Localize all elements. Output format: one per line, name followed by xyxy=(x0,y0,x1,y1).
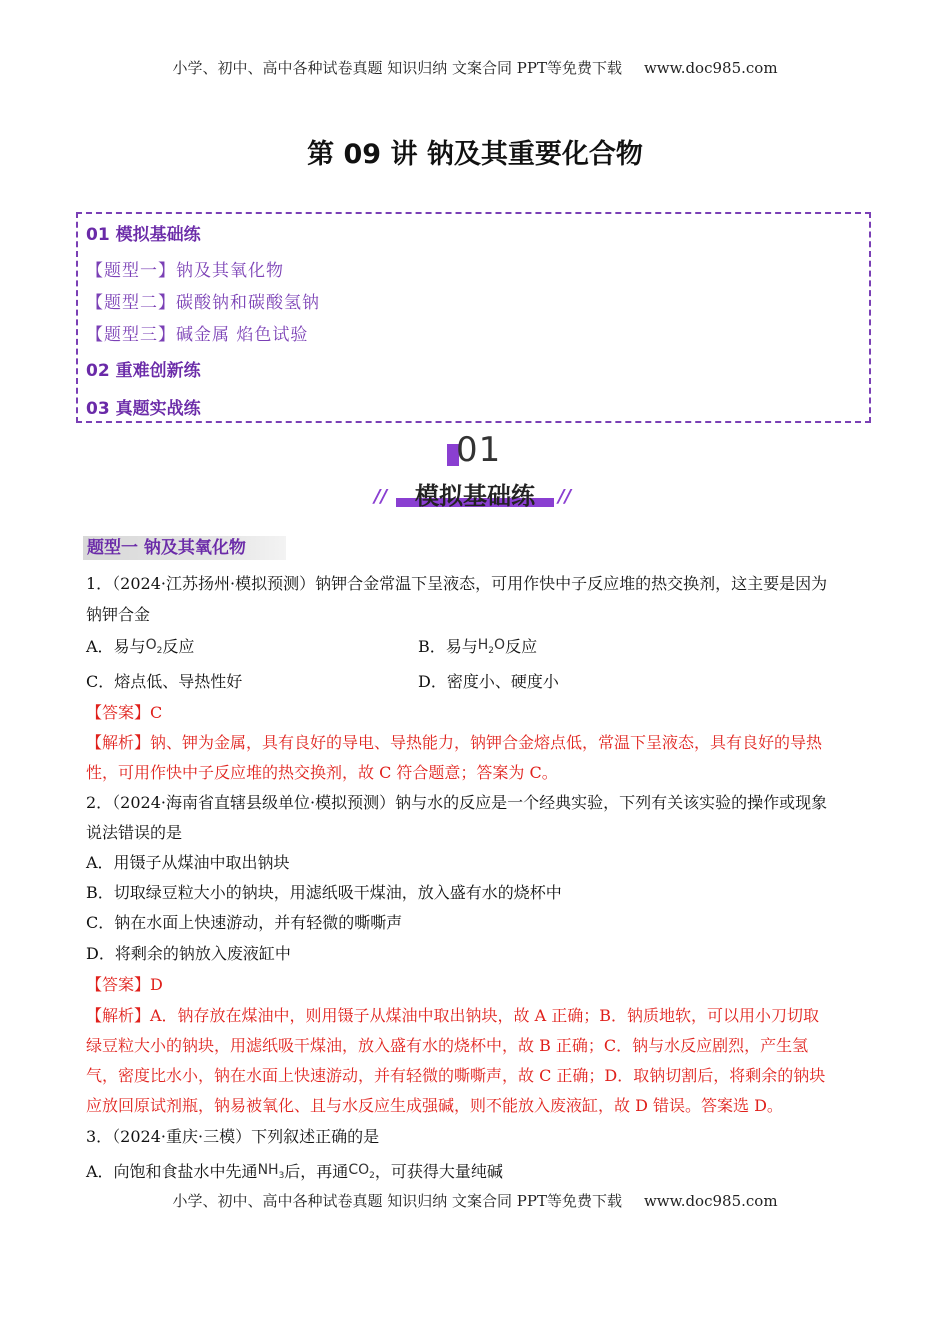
q1-option-b: B．易与$H_2O$反应 xyxy=(418,637,538,656)
page-header xyxy=(0,57,950,78)
toc-type-3[interactable]: 【题型三】碱金属 焰色试验 xyxy=(86,325,309,345)
banner-title: 模拟基础练 xyxy=(415,482,535,510)
q1-analysis-line2: 性，可用作快中子反应堆的热交换剂，故 C 符合题意；答案为 C。 xyxy=(86,763,558,782)
banner-number: 01 xyxy=(456,430,502,470)
q3-stem-line1: 3．（2024·重庆·三模）下列叙述正确的是 xyxy=(86,1127,380,1146)
q2-analysis-line2: 绿豆粒大小的钠块，用滤纸吸干煤油，放入盛有水的烧杯中，故 B 正确；C．钠与水反应剧烈，产生氢 xyxy=(86,1036,809,1055)
toc-type-2[interactable]: 【题型二】碳酸钠和碳酸氢钠 xyxy=(86,293,320,313)
q1-option-d: D．密度小、硬度小 xyxy=(418,672,559,691)
header-site-link[interactable]: www.doc985.com xyxy=(643,59,778,77)
q2-option-c: C．钠在水面上快速游动，并有轻微的嘶嘶声 xyxy=(86,913,403,932)
table-of-contents xyxy=(76,212,871,423)
toc-section-01[interactable]: 01 模拟基础练 xyxy=(86,225,201,245)
q2-answer: 【答案】D xyxy=(86,975,163,994)
q1-analysis-line1: 【解析】钠、钾为金属，具有良好的导电、导热能力，钠钾合金熔点低，常温下呈液态，具有良好的导热 xyxy=(86,733,823,752)
banner-slash-left: // xyxy=(374,486,388,507)
q1-stem-line1: 1．（2024·江苏扬州·模拟预测）钠钾合金常温下呈液态，可用作快中子反应堆的热交换剂，这主要是因为 xyxy=(86,574,828,593)
header-text: 小学、初中、高中各种试卷真题 知识归纳 文案合同 PPT等免费下载 xyxy=(172,59,622,77)
section-banner xyxy=(370,432,580,512)
footer-site-link[interactable]: www.doc985.com xyxy=(643,1192,778,1210)
q3-option-a: A．向饱和食盐水中先通$NH_3$后，再通$CO_2$，可获得大量纯碱 xyxy=(86,1162,503,1181)
q1-answer: 【答案】C xyxy=(86,703,163,722)
q2-stem-line1: 2．（2024·海南省直辖县级单位·模拟预测）钠与水的反应是一个经典实验，下列有关该实验的操作或现象 xyxy=(86,793,828,812)
toc-type-1[interactable]: 【题型一】钠及其氧化物 xyxy=(86,261,284,281)
q2-option-b: B．切取绿豆粒大小的钠块，用滤纸吸干煤油，放入盛有水的烧杯中 xyxy=(86,883,562,902)
toc-section-03[interactable]: 03 真题实战练 xyxy=(86,399,201,419)
q2-stem-line2: 说法错误的是 xyxy=(86,823,183,842)
banner-slash-right: // xyxy=(558,486,572,507)
q2-analysis-line4: 应放回原试剂瓶，钠易被氧化、且与水反应生成强碱，则不能放入废液缸，故 D 错误。答案选 D。 xyxy=(86,1096,783,1115)
q1-stem-line2: 钠钾合金 xyxy=(86,605,151,624)
toc-section-02[interactable]: 02 重难创新练 xyxy=(86,361,201,381)
page-footer xyxy=(0,1190,950,1211)
question-type-heading: 题型一 钠及其氧化物 xyxy=(83,536,286,560)
q2-analysis-line3: 气，密度比水小，钠在水面上快速游动，并有轻微的嘶嘶声，故 C 正确；D．取钠切割后，将剩余的钠块 xyxy=(86,1066,826,1085)
document-title: 第 09 讲 钠及其重要化合物 xyxy=(307,139,643,170)
q2-option-a: A．用镊子从煤油中取出钠块 xyxy=(86,853,290,872)
q1-option-c: C．熔点低、导热性好 xyxy=(86,672,243,691)
q1-option-a: A．易与$O_2$反应 xyxy=(86,637,195,656)
footer-text: 小学、初中、高中各种试卷真题 知识归纳 文案合同 PPT等免费下载 xyxy=(172,1192,622,1210)
q2-analysis-line1: 【解析】A．钠存放在煤油中，则用镊子从煤油中取出钠块，故 A 正确；B．钠质地软，可以用小刀切取 xyxy=(86,1006,820,1025)
q2-option-d: D．将剩余的钠放入废液缸中 xyxy=(86,944,291,963)
